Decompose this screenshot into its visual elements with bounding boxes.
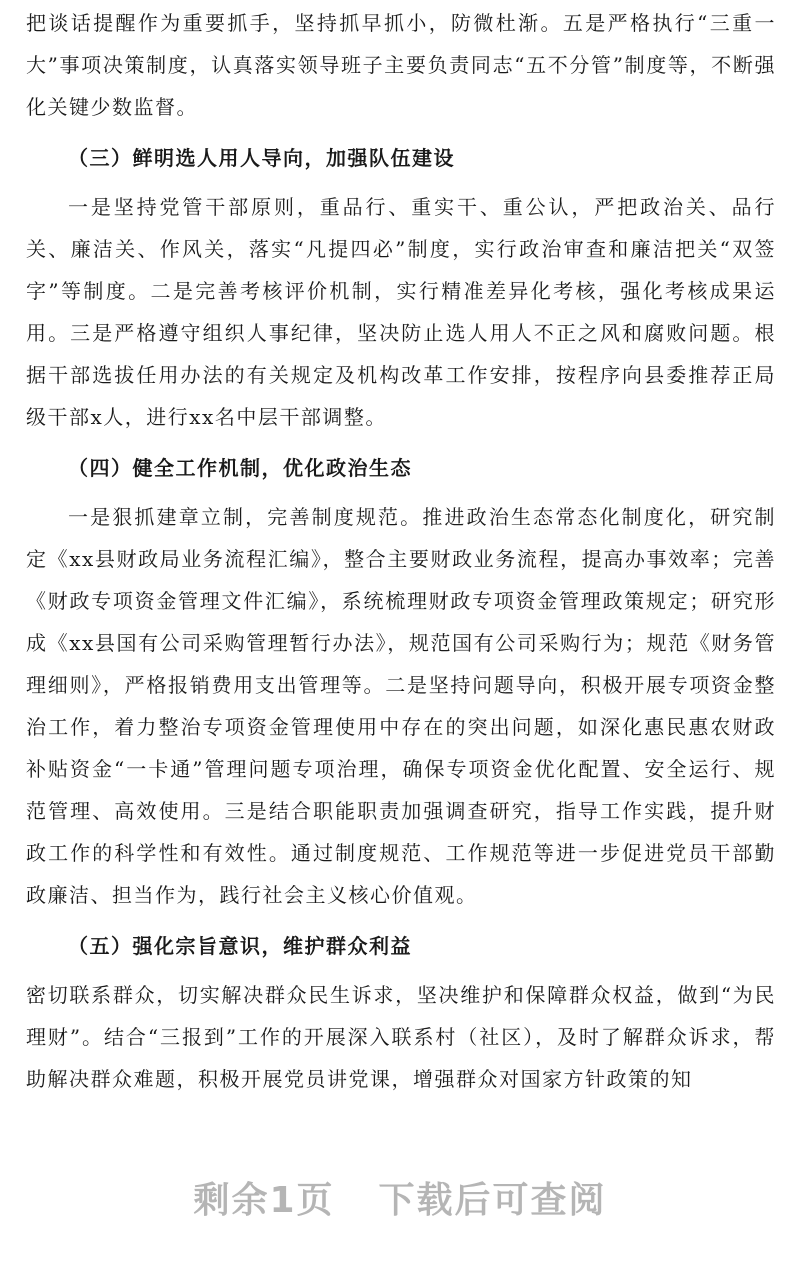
section-body-5: 密切联系群众，切实解决群众民生诉求，坚决维护和保障群众权益，做到“为民理财”。结合“三报到”工作的开展深入联系村（社区），及时了解群众诉求，帮助解决群众难题，积极开展党员讲党课，增强群众对国家方针政策的知 (26, 983, 776, 1091)
remaining-pages-text: 剩余1页 (193, 1180, 335, 1221)
section-heading-5: （五）强化宗旨意识，维护群众利益 (68, 934, 412, 958)
paragraph-top: 把谈话提醒作为重要抓手，坚持抓早抓小，防微杜渐。五是严格执行“三重一大”事项决策制度，认真落实领导班子主要负责同志“五不分管”制度等，不断强化关键少数监督。 (26, 11, 776, 119)
section-body-3: 一是坚持党管干部原则，重品行、重实干、重公认，严把政治关、品行关、廉洁关、作风关，落实“凡提四必”制度，实行政治审查和廉洁把关“双签字”等制度。二是完善考核评价机制，实行精准差异化考核，强化考核成果运用。三是严格遵守组织人事纪律，坚决防止选人用人不正之风和腐败问题。根据干部选拔任用办法的有关规定及机构改革工作安排，按程序向县委推荐正局级干部x人，进行xx名中层干部调整。 (26, 195, 776, 429)
section-heading-4: （四）健全工作机制，优化政治生态 (68, 456, 412, 480)
document-page (26, 0, 776, 1100)
download-to-view-text: 下载后可查阅 (378, 1180, 607, 1221)
section-heading-3: （三）鲜明选人用人导向，加强队伍建设 (68, 146, 455, 170)
download-prompt-banner[interactable] (0, 1172, 800, 1223)
section-body-4: 一是狠抓建章立制，完善制度规范。推进政治生态常态化制度化，研究制定《xx县财政局业务流程汇编》，整合主要财政业务流程，提高办事效率；完善《财政专项资金管理文件汇编》，系统梳理财政专项资金管理政策规定；研究形成《xx县国有公司采购管理暂行办法》，规范国有公司采购行为；规范《财务管理细则》，严格报销费用支出管理等。二是坚持问题导向，积极开展专项资金整治工作，着力整治专项资金管理使用中存在的突出问题，如深化惠民惠农财政补贴资金“一卡通”管理问题专项治理，确保专项资金优化配置、安全运行、规范管理、高效使用。三是结合职能职责加强调查研究，指导工作实践，提升财政工作的科学性和有效性。通过制度规范、工作规范等进一步促进党员干部勤政廉洁、担当作为，践行社会主义核心价值观。 (26, 505, 776, 907)
